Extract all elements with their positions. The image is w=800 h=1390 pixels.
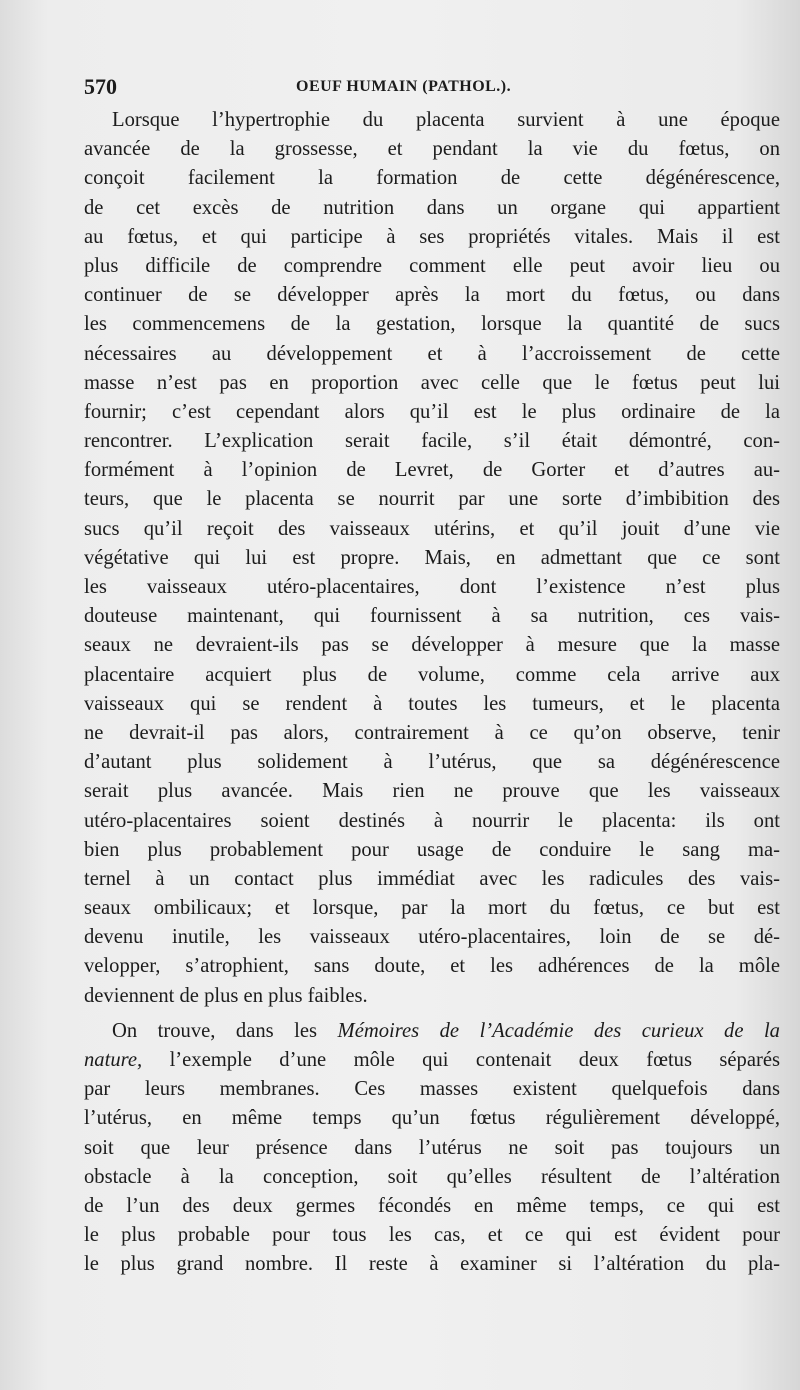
page-header [84, 74, 720, 104]
text-line: placentaire acquiert plus de volume, comme cela arrive aux [84, 663, 780, 686]
body-text [84, 106, 780, 1280]
text-line: le plus grand nombre. Il reste à examiner si l’altération du pla- [84, 1253, 780, 1276]
text-line: plus difficile de comprendre comment elle peut avoir lieu ou [84, 254, 780, 277]
text-line: devenu inutile, les vaisseaux utéro-placentaires, loin de se dé- [84, 926, 780, 949]
text-line: seaux ne devraient-ils pas se développer à mesure que la masse [84, 634, 780, 657]
text-line: les vaisseaux utéro-placentaires, dont l’existence n’est plus [84, 576, 780, 598]
text-line: par leurs membranes. Ces masses existent quelquefois dans [84, 1078, 780, 1101]
text-line: sucs qu’il reçoit des vaisseaux utérins, et qu’il jouit d’une vie [84, 517, 780, 540]
text-line: obstacle à la conception, soit qu’elles résultent de l’altération [84, 1165, 780, 1188]
text-line: ne devrait-il pas alors, contrairement à ce qu’on observe, tenir [84, 721, 780, 744]
text-line: utéro-placentaires soient destinés à nourrir le placenta: ils ont [84, 809, 780, 832]
paragraph-2 [84, 1017, 780, 1280]
text-line: continuer de se développer après la mort du fœtus, ou dans [84, 284, 780, 307]
text-line: ternel à un contact plus immédiat avec les radicules des vais- [84, 867, 780, 890]
text-line: conçoit facilement la formation de cette dégénérescence, [84, 167, 780, 190]
text-line: d’autant plus solidement à l’utérus, que sa dégénérescence [84, 751, 780, 774]
text-line [84, 1017, 780, 1046]
text-line: avancée de la grossesse, et pendant la vie du fœtus, on [84, 138, 780, 161]
text-line: de l’un des deux germes fécondés en même temps, ce qui est [84, 1194, 780, 1217]
text-line: deviennent de plus en plus faibles. [84, 984, 368, 1007]
text-line: les commencemens de la gestation, lorsque la quantité de sucs [84, 313, 780, 336]
paragraph-1 [84, 106, 780, 1011]
text-line: nécessaires au développement et à l’accroissement de cette [84, 342, 780, 365]
page-number: 570 [84, 74, 117, 99]
text-line: seaux ombilicaux; et lorsque, par la mort du fœtus, ce but est [84, 897, 780, 920]
text-line: végétative qui lui est propre. Mais, en admettant que ce sont [84, 546, 780, 569]
running-head: OEUF HUMAIN (PATHOL.). [296, 78, 512, 95]
text-line: rencontrer. L’explication serait facile, s’il était démontré, con- [84, 430, 780, 453]
text-line: vaisseaux qui se rendent à toutes les tumeurs, et le placenta [84, 692, 780, 715]
text-line [84, 1046, 780, 1075]
text-line: bien plus probablement pour usage de conduire le sang ma- [84, 838, 780, 861]
text-line: l’utérus, en même temps qu’un fœtus régulièrement développé, [84, 1107, 780, 1130]
text-run: On trouve, dans les [112, 1019, 338, 1042]
text-line: soit que leur présence dans l’utérus ne soit pas toujours un [84, 1136, 780, 1159]
text-line: fournir; c’est cependant alors qu’il est le plus ordinaire de la [84, 400, 780, 423]
text-line: serait plus avancée. Mais rien ne prouve que les vaisseaux [84, 780, 780, 803]
text-line: au fœtus, et qui participe à ses propriétés vitales. Mais il est [84, 225, 780, 248]
cited-work-title: Mémoires de l’Académie des curieux de la [337, 1019, 780, 1042]
text-line: Lorsque l’hypertrophie du placenta survient à une époque [112, 109, 780, 131]
text-run: l’exemple d’une môle qui contenait deux fœtus séparés [142, 1049, 780, 1071]
text-line: le plus probable pour tous les cas, et ce qui est évident pour [84, 1224, 780, 1247]
text-line: teurs, que le placenta se nourrit par une sorte d’imbibition des [84, 488, 780, 511]
text-line: formément à l’opinion de Levret, de Gorter et d’autres au- [84, 459, 780, 482]
text-line: douteuse maintenant, qui fournissent à sa nutrition, ces vais- [84, 605, 780, 628]
cited-work-title-end: nature, [84, 1049, 143, 1071]
text-line: velopper, s’atrophient, sans doute, et les adhérences de la môle [84, 955, 780, 978]
text-line: de cet excès de nutrition dans un organe qui appartient [84, 196, 780, 219]
text-line: masse n’est pas en proportion avec celle que le fœtus peut lui [84, 371, 780, 394]
